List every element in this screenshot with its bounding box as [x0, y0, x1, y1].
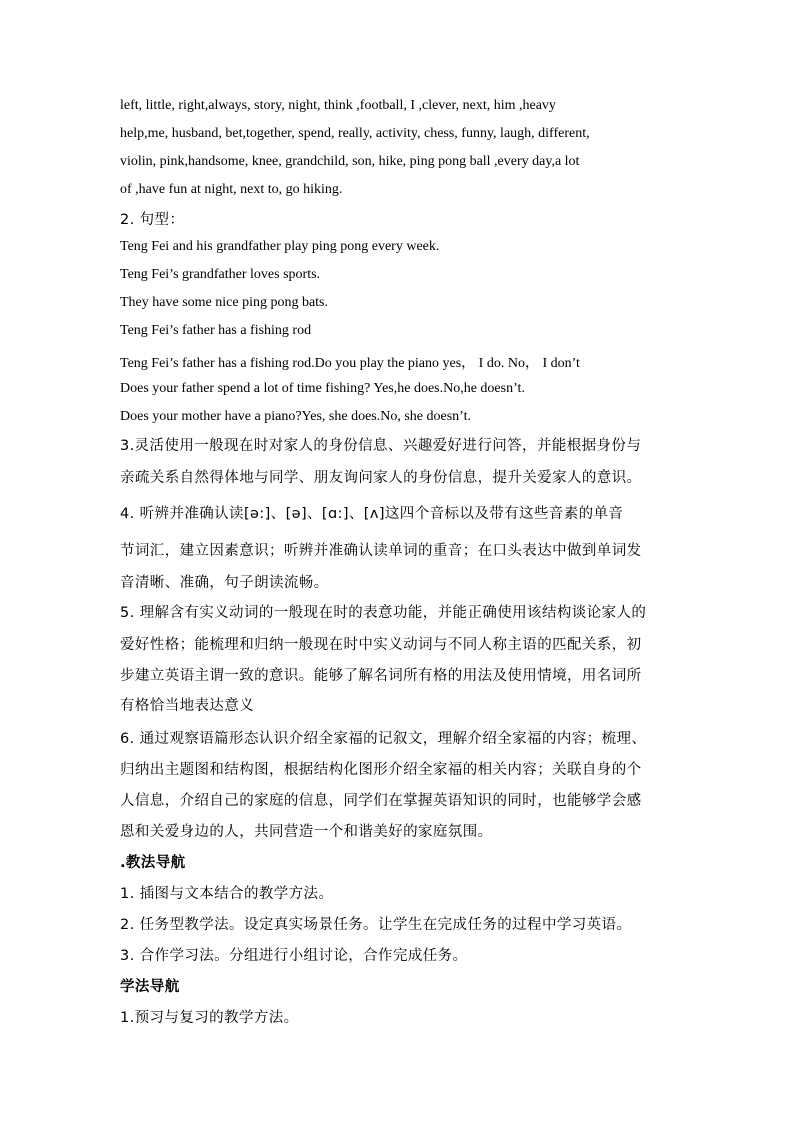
- sentence-line: Teng Fei’s father has a fishing rod: [120, 323, 312, 338]
- sentence-line: Teng Fei’s father has a fishing rod.Do you play the piano yes， I do. No， I don’t: [120, 356, 580, 371]
- learning-methods-heading: 学法导航: [120, 979, 180, 995]
- sentence-line: They have some nice ping pong bats.: [120, 295, 329, 310]
- paragraph-line: 人信息，介绍自己的家庭的信息，同学们在掌握英语知识的同时，也能够学会感: [120, 793, 642, 809]
- paragraph-line: 恩和关爱身边的人，共同营造一个和谐美好的家庭氛围。: [120, 824, 493, 840]
- paragraph-line: 有格恰当地表达意义: [120, 698, 255, 714]
- sentence-line: Teng Fei and his grandfather play ping pong every week.: [120, 239, 440, 254]
- paragraph-line: 节词汇，建立因素意识；听辨并准确认读单词的重音；在口头表达中做到单词发: [120, 543, 642, 559]
- learning-method-item: 1.预习与复习的教学方法。: [120, 1010, 299, 1026]
- paragraph-line: 3.灵活使用一般现在时对家人的身份信息、兴趣爱好进行问答，并能根据身份与: [120, 438, 642, 454]
- paragraph-line: 4. 听辨并准确认读[ə:]、[ə]、[ɑ:]、[ʌ]这四个音标以及带有这些音素的单音: [120, 506, 624, 522]
- paragraph-line: 爱好性格；能梳理和归纳一般现在时中实义动词与不同人称主语的匹配关系，初: [120, 637, 642, 653]
- vocab-line: violin, pink,handsome, knee, grandchild, son, hike, ping pong ball ,every day,a lot: [120, 154, 580, 169]
- paragraph-line: 亲疏关系自然得体地与同学、朋友询问家人的身份信息，提升关爱家人的意识。: [120, 470, 642, 486]
- sentence-line: Does your mother have a piano?Yes, she does.No, she doesn’t.: [120, 409, 471, 424]
- teaching-method-item: 1. 插图与文本结合的教学方法。: [120, 886, 334, 902]
- paragraph-line: 5. 理解含有实义动词的一般现在时的表意功能，并能正确使用该结构谈论家人的: [120, 605, 647, 621]
- sentence-line: Does your father spend a lot of time fishing? Yes,he does.No,he doesn’t.: [120, 381, 525, 396]
- section-2-heading: 2. 句型：: [120, 212, 185, 228]
- paragraph-line: 步建立英语主谓一致的意识。能够了解名词所有格的用法及使用情境，用名词所: [120, 668, 642, 684]
- sentence-line: Teng Fei’s grandfather loves sports.: [120, 267, 321, 282]
- teaching-methods-heading: .教法导航: [120, 855, 186, 871]
- vocab-line: of ,have fun at night, next to, go hiking.: [120, 182, 343, 197]
- paragraph-line: 归纳出主题图和结构图，根据结构化图形介绍全家福的相关内容；关联自身的个: [120, 762, 642, 778]
- teaching-method-item: 2. 任务型教学法。设定真实场景任务。让学生在完成任务的过程中学习英语。: [120, 917, 632, 933]
- vocab-line: left, little, right,always, story, night, think ,football, I ,clever, next, him ,heavy: [120, 98, 556, 113]
- teaching-method-item: 3. 合作学习法。分组进行小组讨论，合作完成任务。: [120, 948, 468, 964]
- paragraph-line: 音清晰、准确，句子朗读流畅。: [120, 575, 329, 591]
- vocab-line: help,me, husband, bet,together, spend, really, activity, chess, funny, laugh, different,: [120, 126, 590, 141]
- paragraph-line: 6. 通过观察语篇形态认识介绍全家福的记叙文，理解介绍全家福的内容；梳理、: [120, 731, 647, 747]
